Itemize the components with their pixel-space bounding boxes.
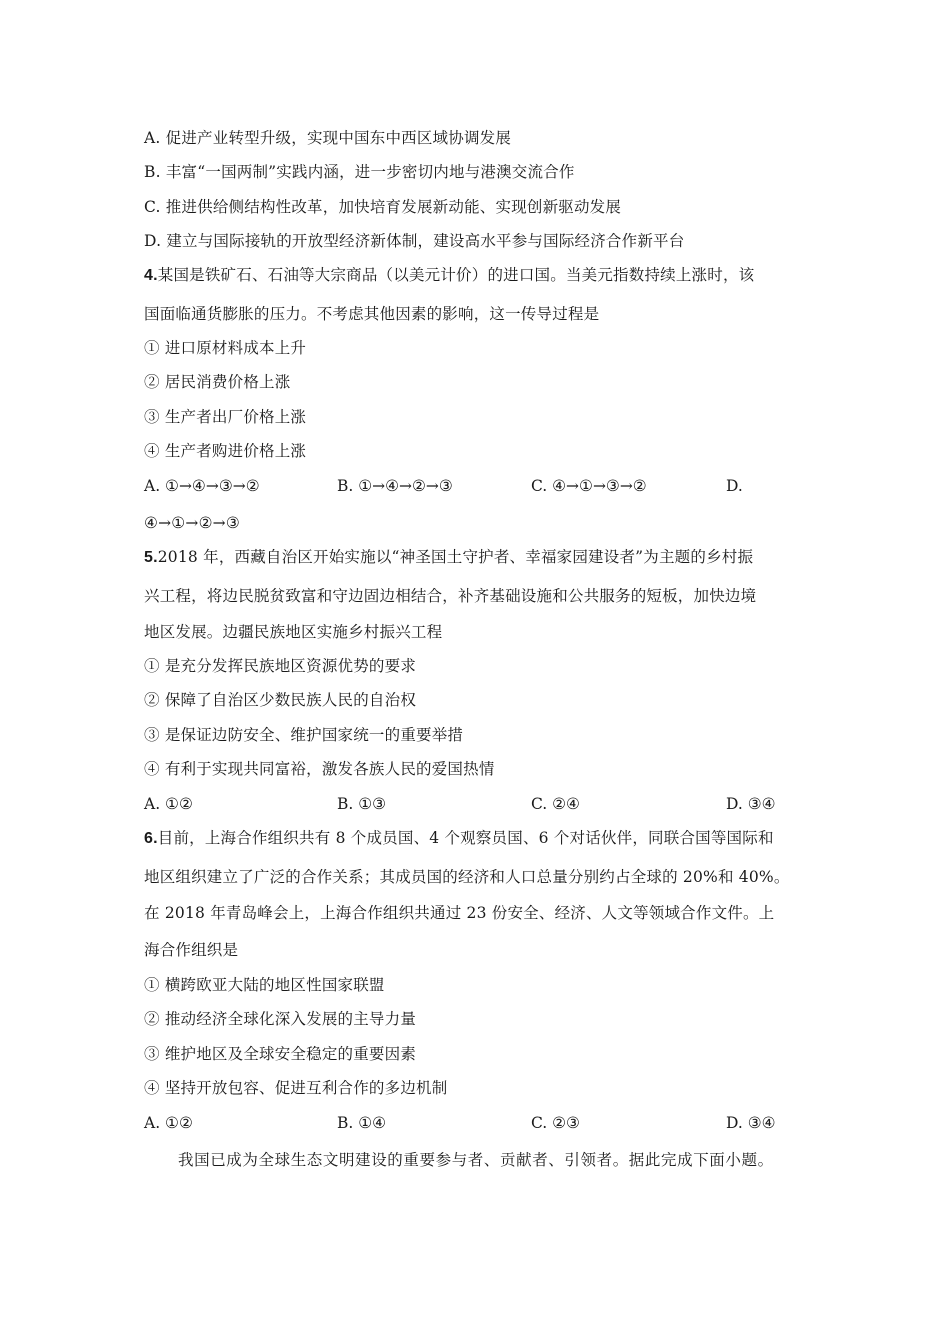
q6-item-4: ④ 坚持开放包容、促进互利合作的多边机制 — [144, 1079, 448, 1097]
q6-option-c: C. ②③ — [531, 1114, 580, 1132]
q5-item-4: ④ 有利于实现共同富裕，激发各族人民的爱国热情 — [144, 760, 495, 778]
q3-option-a: A. 促进产业转型升级，实现中国东中西区域协调发展 — [144, 129, 512, 147]
q4-option-a: A. ①→④→③→② — [144, 477, 260, 495]
q6-stem-line-3: 在 2018 年青岛峰会上，上海合作组织共通过 23 份安全、经济、人文等领域合作文件。上 — [144, 904, 775, 922]
q4-options-row — [144, 476, 804, 496]
q5-option-c: C. ②④ — [531, 795, 580, 813]
q5-item-1: ① 是充分发挥民族地区资源优势的要求 — [144, 657, 417, 675]
q6-stem-line-4: 海合作组织是 — [144, 941, 239, 959]
q3-option-d: D. 建立与国际接轨的开放型经济新体制，建设高水平参与国际经济合作新平台 — [144, 232, 685, 250]
q4-stem-line-2: 国面临通货膨胀的压力。不考虑其他因素的影响，这一传导过程是 — [144, 305, 600, 323]
q4-item-1: ① 进口原材料成本上升 — [144, 339, 307, 357]
q3-option-c: C. 推进供给侧结构性改革，加快培育发展新动能、实现创新驱动发展 — [144, 198, 622, 216]
q5-item-2: ② 保障了自治区少数民族人民的自治权 — [144, 691, 417, 709]
q4-option-c: C. ④→①→③→② — [531, 477, 647, 495]
q6-stem-line-2: 地区组织建立了广泛的合作关系；其成员国的经济和人口总量分别约占全球的 20%和 40%。 — [144, 868, 790, 886]
q5-stem-line-1: 5.2018 年，西藏自治区开始实施以“神圣国土守护者、幸福家园建设者”为主题的乡村振 — [144, 548, 754, 566]
q5-number: 5. — [144, 549, 158, 566]
q5-options-row — [144, 794, 804, 814]
q5-option-b: B. ①③ — [337, 795, 387, 813]
q6-options-row — [144, 1113, 804, 1133]
next-section-intro: 我国已成为全球生态文明建设的重要参与者、贡献者、引领者。据此完成下面小题。 — [178, 1151, 774, 1169]
q6-option-d: D. ③④ — [726, 1114, 776, 1132]
q4-stem-line-1: 4.某国是铁矿石、石油等大宗商品（以美元计价）的进口国。当美元指数持续上涨时，该 — [144, 266, 755, 284]
q4-item-3: ③ 生产者出厂价格上涨 — [144, 408, 307, 426]
q5-item-3: ③ 是保证边防安全、维护国家统一的重要举措 — [144, 726, 464, 744]
q6-item-2: ② 推动经济全球化深入发展的主导力量 — [144, 1010, 417, 1028]
q4-item-2: ② 居民消费价格上涨 — [144, 373, 291, 391]
q4-number: 4. — [144, 267, 158, 284]
q6-stem-line-1: 6.目前，上海合作组织共有 8 个成员国、4 个观察员国、6 个对话伙伴，同联合国等国际和 — [144, 829, 774, 847]
q4-option-d: D. — [726, 477, 743, 495]
q6-item-1: ① 横跨欧亚大陆的地区性国家联盟 — [144, 976, 385, 994]
q3-option-b: B. 丰富“一国两制”实践内涵，进一步密切内地与港澳交流合作 — [144, 163, 575, 181]
q4-option-d-continued: ④→①→②→③ — [144, 514, 240, 532]
q4-option-b: B. ①→④→②→③ — [337, 477, 453, 495]
q6-option-a: A. ①② — [144, 1114, 193, 1132]
q6-item-3: ③ 维护地区及全球安全稳定的重要因素 — [144, 1045, 417, 1063]
q4-item-4: ④ 生产者购进价格上涨 — [144, 442, 307, 460]
q5-stem-line-2: 兴工程，将边民脱贫致富和守边固边相结合，补齐基础设施和公共服务的短板，加快边境 — [144, 587, 757, 605]
q6-option-b: B. ①④ — [337, 1114, 387, 1132]
q6-number: 6. — [144, 830, 158, 847]
q5-option-a: A. ①② — [144, 795, 193, 813]
q5-option-d: D. ③④ — [726, 795, 776, 813]
q5-stem-line-3: 地区发展。边疆民族地区实施乡村振兴工程 — [144, 623, 443, 641]
